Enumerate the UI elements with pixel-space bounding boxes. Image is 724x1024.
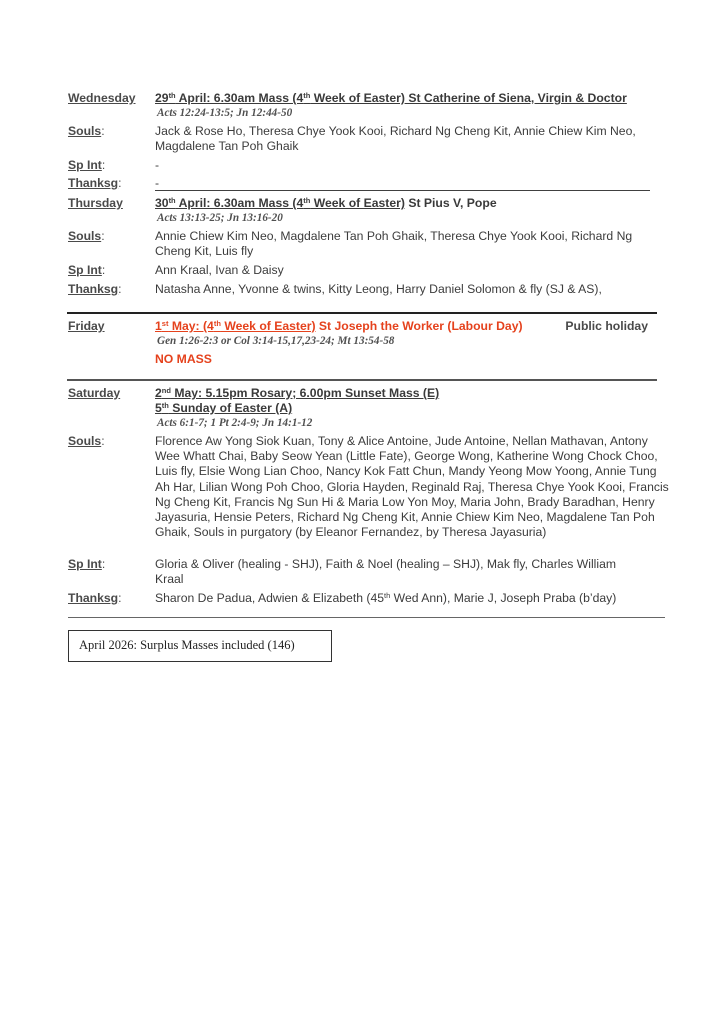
sunday-title: 5th Sunday of Easter (A) (155, 401, 293, 415)
souls-list: Jack & Rose Ho, Theresa Chye Yook Kooi, Richard Ng Cheng Kit, Annie Chiew Kim Neo, Magdalene Tan Poh Ghaik (155, 124, 636, 153)
divider-thick (67, 379, 657, 381)
readings: Gen 1:26-2:3 or Col 3:14-15,17,23-24; Mt 13:54-58 (157, 335, 395, 347)
souls-label: Souls: (68, 229, 105, 243)
sp-int-label: Sp Int: (68, 158, 106, 172)
readings: Acts 12:24-13:5; Jn 12:44-50 (157, 107, 293, 119)
mass-title: 1st May: (4th Week of Easter) St Joseph the Worker (Labour Day) (155, 319, 523, 333)
mass-title: 2nd May: 5.15pm Rosary; 6.00pm Sunset Mass (E) (155, 386, 440, 400)
day-label: Wednesday (68, 91, 136, 105)
sp-int-value: - (155, 158, 160, 172)
thanksg-label: Thanksg: (68, 591, 122, 605)
souls-list: Florence Aw Yong Siok Kuan, Tony & Alice Antoine, Jude Antoine, Nellan Mathavan, Antony Wee Whatt Chai, Baby Seow Yean (Little Fate), George Wong, Katherine Wong Chock Choo, Luis fly, Elsie Wong Lian Choo, Nancy Kok Fatt Chun, Mandy Yeong Mow Yoong, Annie Tung Ah Har, Lilian Wong Poh Choo, Gloria Hayden, Reginald Raj, Theresa Chye Yook Kooi, Francis Ng Cheng Kit, Francis Ng Sun Hi & Maria Low Yon Moy, Maria John, Brady Baradhan, Henry Jayasuria, Hensie Peters, Richard Ng Cheng Kit, Annie Chiew Kim Neo, Magdalene Tan Poh Ghaik, Souls in purgatory (by Eleanor Fernandez, by Theresa Jayasuria) (155, 434, 669, 540)
mass-title: 30th April: 6.30am Mass (4th Week of Easter) St Pius V, Pope (155, 196, 497, 210)
public-holiday-label: Public holiday (565, 319, 648, 333)
readings: Acts 6:1-7; 1 Pt 2:4-9; Jn 14:1-12 (157, 417, 313, 429)
thanksg-label: Thanksg: (68, 282, 122, 296)
divider (155, 190, 650, 191)
thanksg-label: Thanksg: (68, 176, 122, 190)
sp-int-label: Sp Int: (68, 557, 106, 571)
sp-int-value: Gloria & Oliver (healing - SHJ), Faith & Noel (healing – SHJ), Mak fly, Charles William Kraal (155, 557, 616, 586)
thanksg-value: - (155, 176, 160, 190)
thanksg-value: Natasha Anne, Yvonne & twins, Kitty Leong, Harry Daniel Solomon & fly (SJ & AS), (155, 282, 602, 296)
sp-int-label: Sp Int: (68, 263, 106, 277)
divider (68, 617, 665, 618)
readings: Acts 13:13-25; Jn 13:16-20 (157, 212, 283, 224)
day-label: Thursday (68, 196, 123, 210)
souls-list: Annie Chiew Kim Neo, Magdalene Tan Poh Ghaik, Theresa Chye Yook Kooi, Richard Ng Cheng Kit, Luis fly (155, 229, 633, 258)
mass-title: 29th April: 6.30am Mass (4th Week of Easter) St Catherine of Siena, Virgin & Doctor (155, 91, 627, 105)
sp-int-value: Ann Kraal, Ivan & Daisy (155, 263, 284, 277)
surplus-masses-note: April 2026: Surplus Masses included (146) (68, 630, 332, 662)
day-label: Friday (68, 319, 105, 333)
souls-label: Souls: (68, 124, 105, 138)
day-label: Saturday (68, 386, 121, 400)
no-mass-notice: NO MASS (155, 352, 212, 366)
divider-thick (67, 312, 657, 314)
thanksg-value: Sharon De Padua, Adwien & Elizabeth (45th Wed Ann), Marie J, Joseph Praba (b’day) (155, 591, 617, 605)
souls-label: Souls: (68, 434, 105, 448)
